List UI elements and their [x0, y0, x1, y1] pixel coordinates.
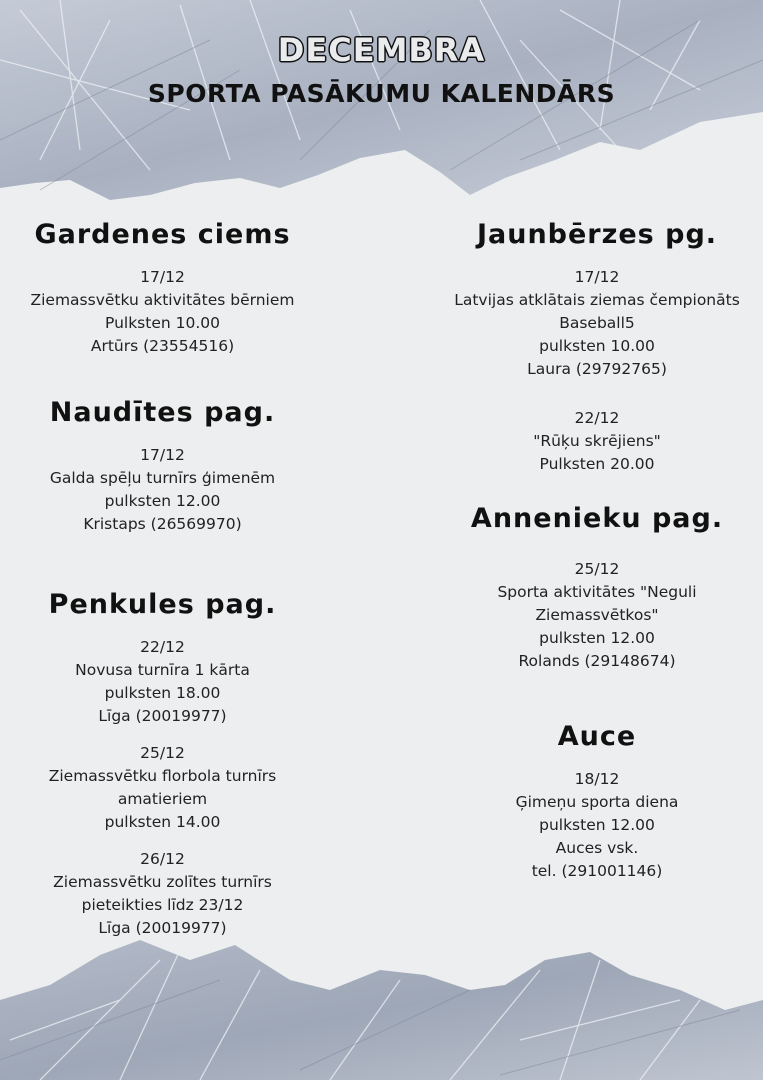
event-note: pieteikties līdz 23/12 [81, 896, 244, 914]
event [0, 636, 325, 728]
event-title-cont: Baseball5 [559, 314, 635, 332]
section-penkules-pag [0, 588, 325, 954]
section-naudites-pag [0, 396, 325, 550]
event [432, 266, 762, 381]
header [0, 30, 763, 110]
section-title: Auce [557, 721, 637, 752]
event-title-cont: amatieriem [117, 790, 208, 808]
event-time: pulksten 12.00 [104, 492, 221, 510]
event-date: 17/12 [574, 268, 620, 286]
event-title: Novusa turnīra 1 kārta [75, 661, 250, 679]
event-contact: tel. (291001146) [531, 862, 663, 880]
event-date: 25/12 [574, 560, 620, 578]
event-title: Ziemassvētku aktivitātes bērniem [30, 291, 295, 309]
event [432, 407, 762, 476]
event-date: 26/12 [140, 850, 185, 868]
event [432, 768, 762, 883]
section-title: Jaunbērzes pg. [476, 219, 718, 250]
section-annenieku-pag [432, 502, 762, 687]
event-contact: Līga (20019977) [98, 707, 227, 725]
event-title: Sporta aktivitātes "Neguli [497, 583, 697, 601]
event [0, 848, 325, 940]
event-title: Galda spēļu turnīrs ģimenēm [49, 469, 276, 487]
event-date: 18/12 [574, 770, 620, 788]
section-title: Gardenes ciems [34, 219, 291, 250]
event-title: Latvijas atklātais ziemas čempionāts [454, 291, 740, 309]
event-time: Pulksten 10.00 [105, 314, 220, 332]
event-title: Ziemassvētku florbola turnīrs [48, 767, 277, 785]
event-contact: Līga (20019977) [98, 919, 227, 937]
section-title: Penkules pag. [48, 589, 277, 620]
section-title: Naudītes pag. [49, 397, 276, 428]
section-title: Annenieku pag. [470, 503, 724, 534]
event-date: 17/12 [140, 268, 185, 286]
event-date: 22/12 [574, 409, 620, 427]
event-time: pulksten 12.00 [539, 629, 655, 647]
bottom-frost-band [0, 940, 763, 1080]
event-time: pulksten 12.00 [539, 816, 655, 834]
month-title: DECEMBRA [277, 31, 486, 69]
event [0, 444, 325, 536]
event-title: Ziemassvētku zolītes turnīrs [53, 873, 272, 891]
section-auce [432, 720, 762, 897]
section-jaunberzes-pg [432, 218, 762, 490]
event [0, 266, 325, 358]
event-time: pulksten 14.00 [104, 813, 221, 831]
event-title: "Rūķu skrējiens" [533, 432, 661, 450]
section-gardenes-ciems [0, 218, 325, 372]
event-title-cont: Ziemassvētkos" [535, 606, 659, 624]
event-date: 17/12 [140, 446, 185, 464]
event [432, 558, 762, 673]
event-location: Auces vsk. [555, 839, 639, 857]
event-time: pulksten 18.00 [104, 684, 221, 702]
event-date: 22/12 [140, 638, 185, 656]
event [0, 742, 325, 834]
event-title: Ģimeņu sporta diena [515, 793, 679, 811]
event-contact: Artūrs (23554516) [90, 337, 235, 355]
event-contact: Rolands (29148674) [518, 652, 676, 670]
event-contact: Laura (29792765) [527, 360, 667, 378]
calendar-title: SPORTA PASĀKUMU KALENDĀRS [147, 79, 616, 108]
event-contact: Kristaps (26569970) [83, 515, 242, 533]
event-time: pulksten 10.00 [539, 337, 655, 355]
event-date: 25/12 [140, 744, 185, 762]
event-time: Pulksten 20.00 [539, 455, 655, 473]
